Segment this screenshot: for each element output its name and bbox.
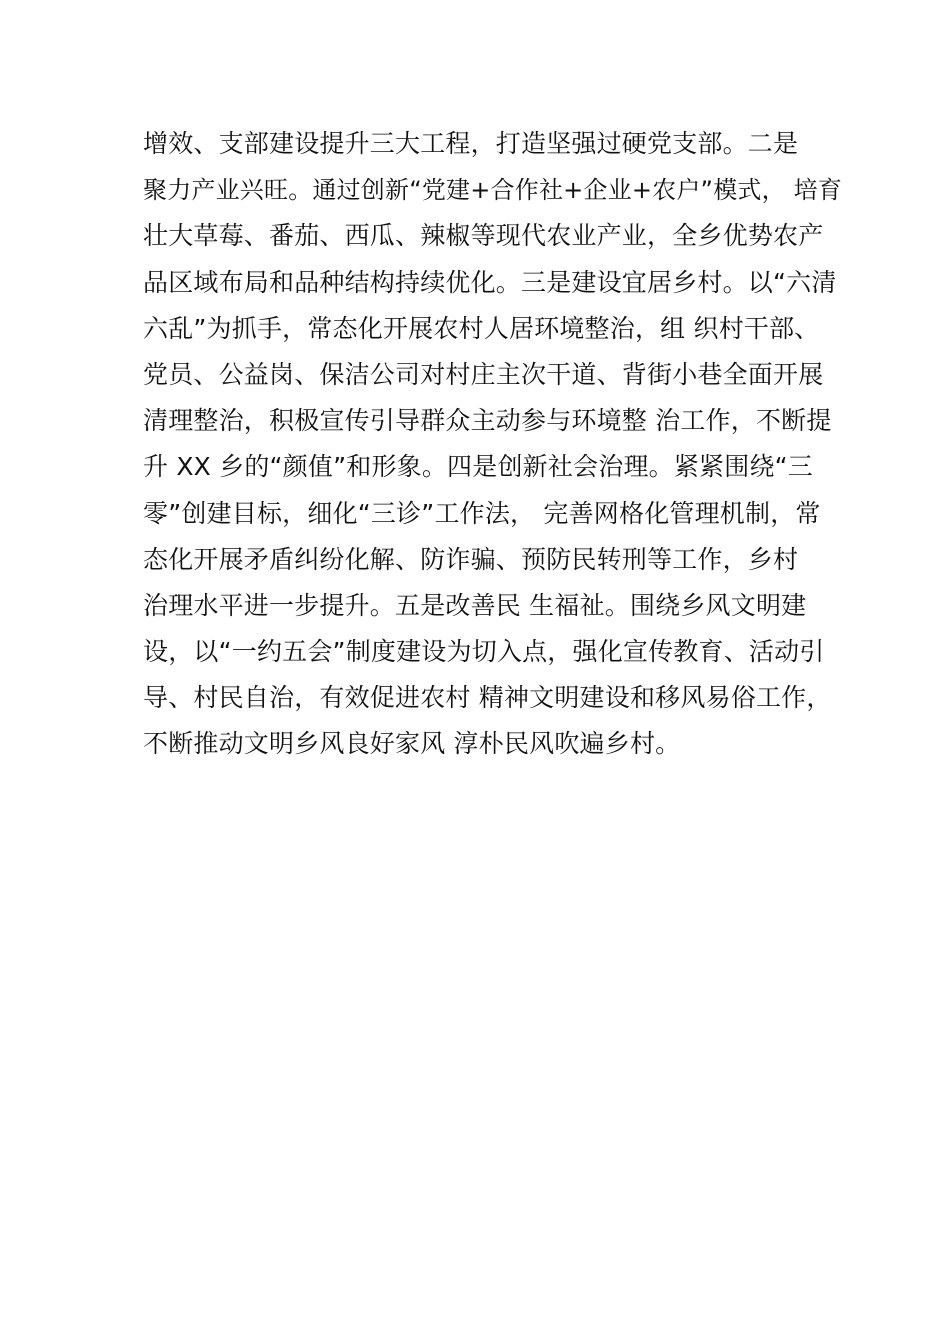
text-line-7: 清理整治，积极宣传引导群众主动参与环境整 治工作，不断提 (143, 406, 832, 436)
text-line-3: 壮大草莓、番茄、西瓜、辣椒等现代农业产业，全乡优势农产 (143, 221, 824, 251)
text-line-13: 导、村民自治，有效促进农村 精神文明建设和移风易俗工作， (143, 683, 832, 713)
text-line-6: 党员、公益岗、保洁公司对村庄主次干道、背街小巷全面开展 (143, 359, 824, 389)
body-paragraph (143, 121, 843, 768)
text-line-4: 品区域布局和品种结构持续优化。三是建设宜居乡村。以“六清 (143, 267, 837, 297)
text-line-1: 增效、支部建设提升三大工程，打造坚强过硬党支部。二是 (143, 129, 799, 158)
text-line-12: 设，以“一约五会”制度建设为切入点，强化宣传教育、活动引 (143, 637, 825, 667)
text-line-14: 不断推动文明乡风良好家风 淳朴民风吹遍乡村。 (143, 729, 681, 759)
text-line-9: 零”创建目标，细化“三诊”工作法， 完善网格化管理机制，常 (143, 498, 821, 528)
text-line-8: 升 XX 乡的“颜值”和形象。四是创新社会治理。紧紧围绕“三 (143, 452, 814, 482)
text-line-11: 治理水平进一步提升。五是改善民 生福祉。围绕乡风文明建 (143, 590, 807, 620)
text-line-2: 聚力产业兴旺。通过创新“党建+合作社+企业+农户”模式， 培育 (143, 176, 843, 205)
text-line-5: 六乱”为抓手，常态化开展农村人居环境整治，组 织村干部、 (143, 313, 820, 343)
text-line-10: 态化开展矛盾纠纷化解、防诈骗、预防民转刑等工作，乡村 (143, 544, 799, 574)
